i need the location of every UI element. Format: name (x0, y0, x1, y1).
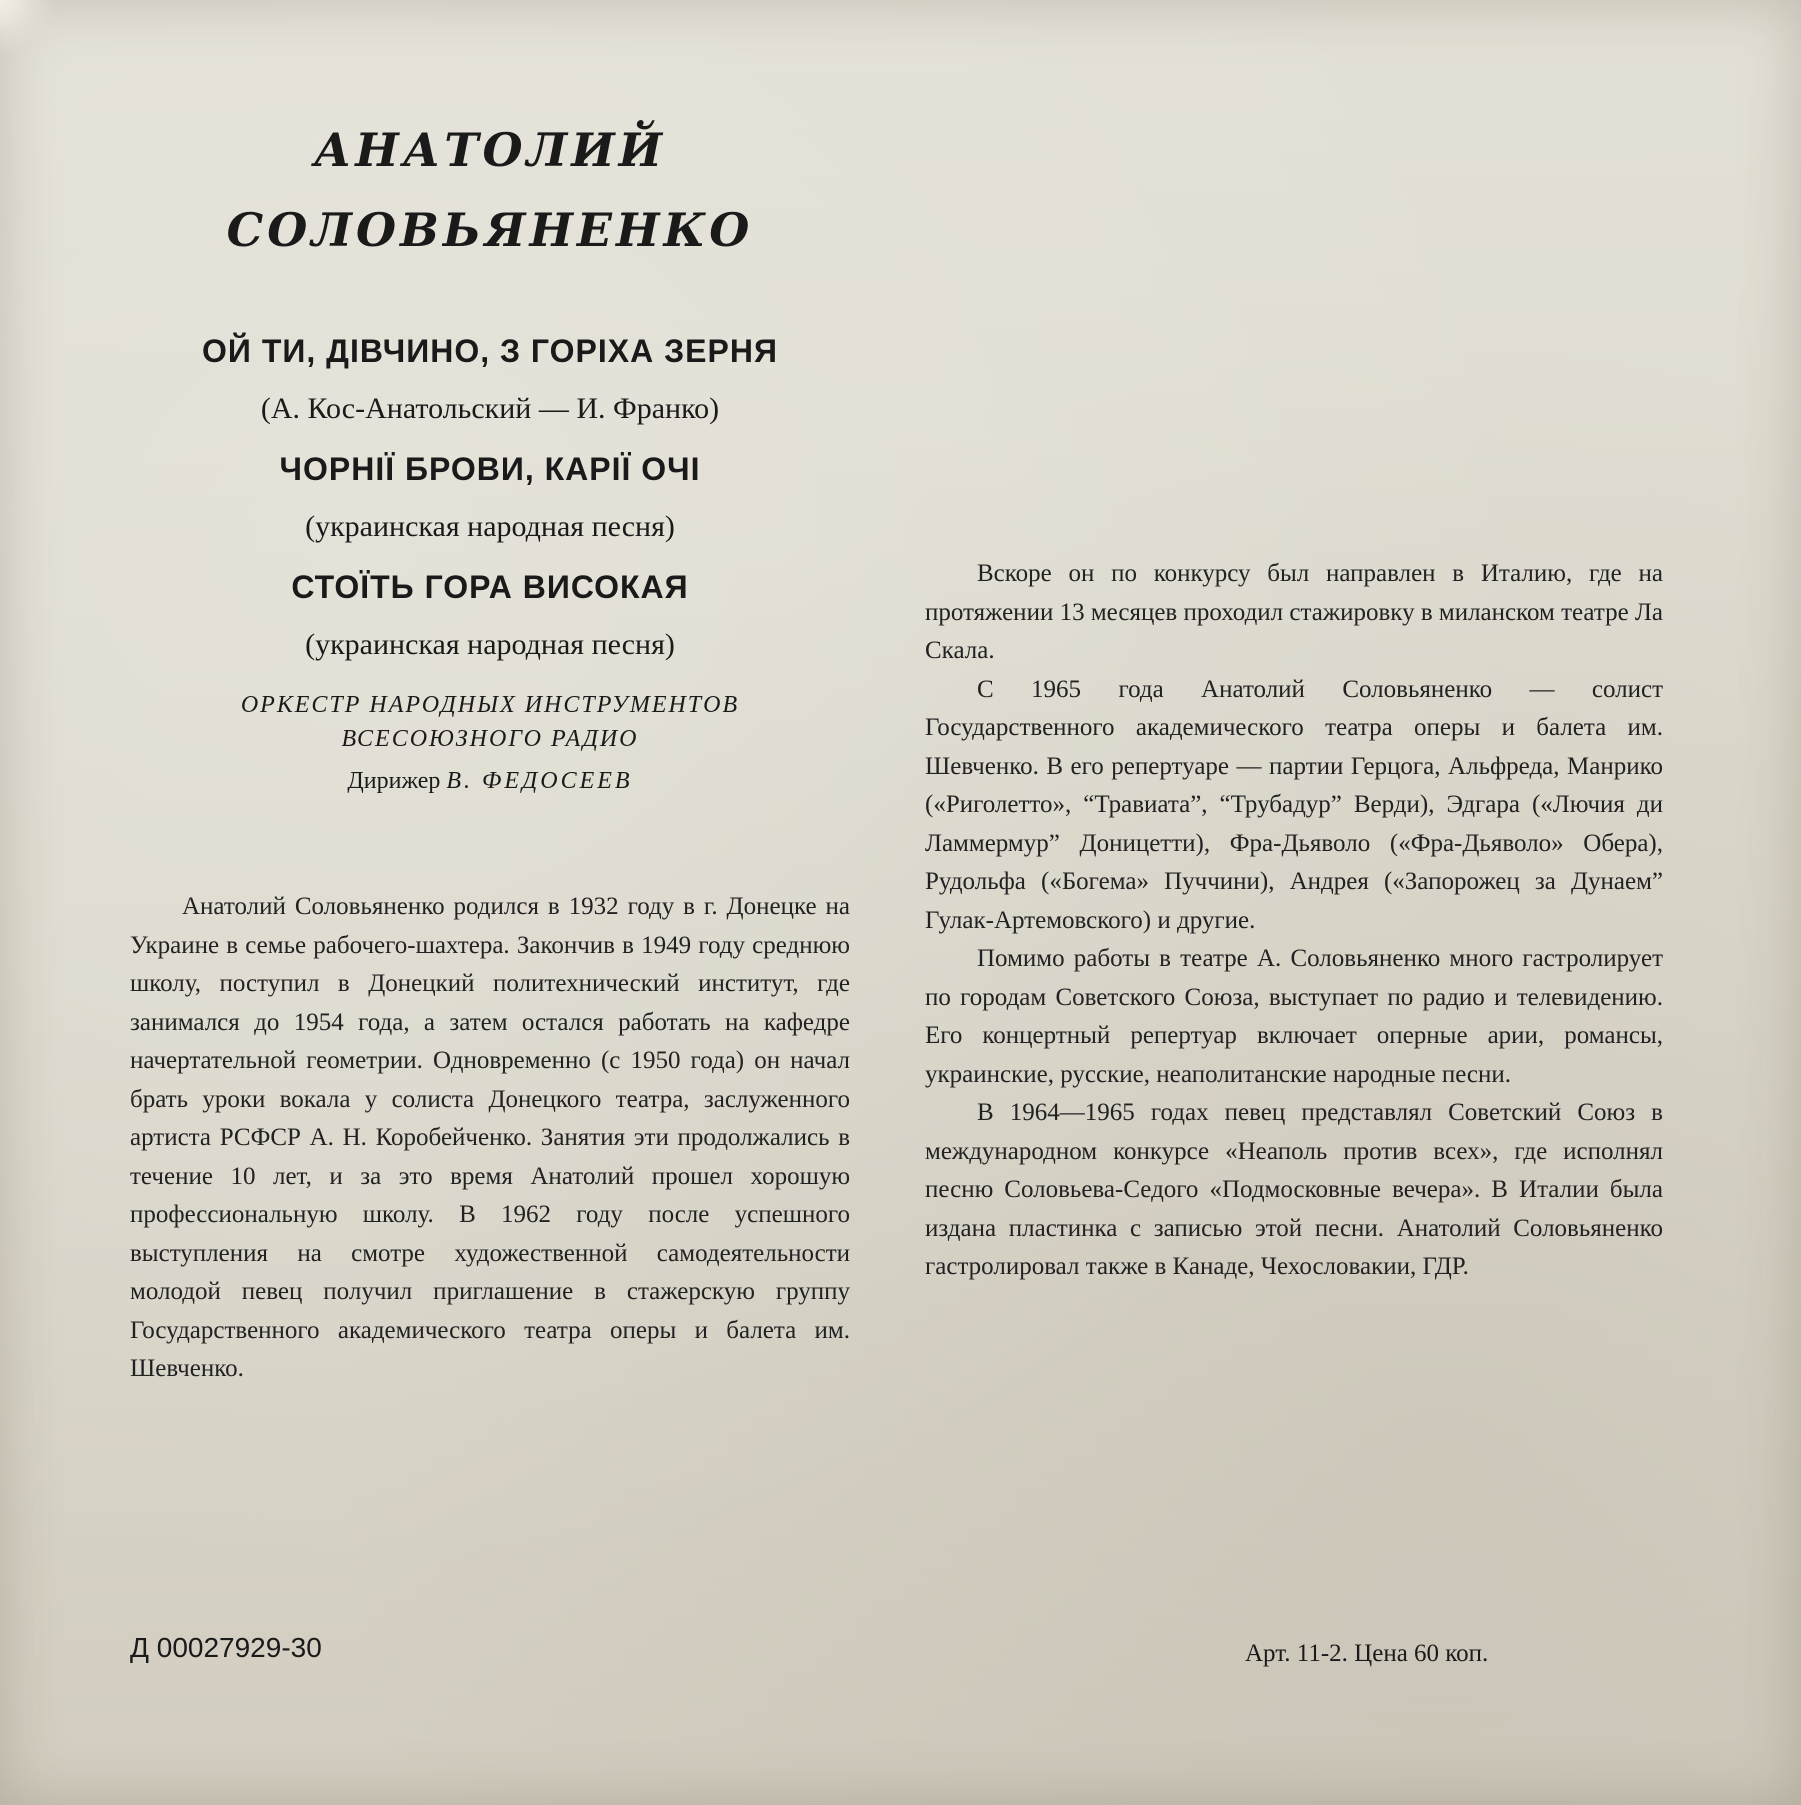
song-title: ЧОРНІЇ БРОВИ, КАРІЇ ОЧІ (279, 451, 701, 487)
track-item (130, 558, 850, 674)
conductor-label: Дирижер (347, 768, 441, 794)
conductor (130, 756, 850, 806)
performers (130, 688, 850, 806)
biography-right (925, 555, 1663, 1287)
track-item (130, 322, 850, 438)
song-credit: (украинская народная песня) (305, 510, 675, 543)
bio-paragraph: Вскоре он по конкурсу был направлен в Италию, где на протяжении 13 месяцев проходил стажировку в миланском театре Ла Скала. (925, 560, 1663, 664)
song-credit: (украинская народная песня) (305, 628, 675, 661)
song-title: СТОЇТЬ ГОРА ВИСОКАЯ (291, 569, 689, 605)
worn-corner (0, 0, 60, 60)
orchestra-line-2: ВСЕСОЮЗНОГО РАДИО (341, 726, 639, 752)
conductor-name: В. ФЕДОСЕЕВ (446, 768, 633, 794)
bio-paragraph: С 1965 года Анатолий Соловьяненко — солист Государственного академического театра оперы и балета им. Шевченко. В его репертуаре — партии Герцога, Альфреда, Манрико («Риголетто», “Травиата”, “Трубадур” Верди), Эдгара («Лючия ди Ламмермур” Доницетти), Фра-Дьяволо («Фра-Дьяволо» Обера), Рудольфа («Богема» Пуччини), Андрея («Запорожец за Дунаем” Гулак-Артемовского) и другие. (925, 675, 1663, 934)
orchestra-line-1: ОРКЕСТР НАРОДНЫХ ИНСТРУМЕНТОВ (240, 692, 740, 718)
track-item (130, 440, 850, 556)
artist-name: АНАТОЛИЙ СОЛОВЬЯНЕНКО (226, 123, 754, 257)
tracklist (130, 322, 850, 674)
song-title: ОЙ ТИ, ДІВЧИНО, З ГОРІХА ЗЕРНЯ (202, 333, 778, 369)
song-credit: (А. Кос-Анатольский — И. Франко) (260, 392, 720, 425)
bio-paragraph: В 1964—1965 годах певец представлял Советский Союз в международном конкурсе «Неаполь против всех», где исполнял песню Соловьева-Седого «Подмосковные вечера». В Италии была издана пластинка с записью этой песни. Анатолий Соловьяненко гастролировал также в Канаде, Чехословакии, ГДР. (925, 1099, 1663, 1280)
bio-paragraph: Помимо работы в театре А. Соловьяненко много гастролирует по городам Советского Союза, выступает по радио и телевидению. Его концертный репертуар включает оперные арии, романсы, украинские, русские, неаполитанские народные песни. (925, 945, 1663, 1088)
biography-left (130, 888, 850, 1389)
price-label: Арт. 11-2. Цена 60 коп. (1245, 1640, 1489, 1667)
left-column (130, 110, 850, 1389)
bio-paragraph: Анатолий Соловьяненко родился в 1932 году в г. Донецке на Украине в семье рабочего-шахтера. Закончив в 1949 году среднюю школу, поступил в Донецкий политехнический институт, где занимался до 1954 года, а затем остался работать на кафедре начертательной геометрии. Одновременно (с 1950 года) он начал брать уроки вокала у солиста Донецкого театра, заслуженного артиста РСФСР А. Н. Коробейченко. Занятия эти продолжались в течение 10 лет, и за это время Анатолий прошел хорошую профессиональную школу. В 1962 году после успешного выступления на смотре художественной самодеятельности молодой певец получил приглашение в стажерскую группу Государственного академического театра оперы и балета им. Шевченко. (130, 893, 850, 1382)
catalog-number: Д 00027929-30 (130, 1632, 322, 1663)
